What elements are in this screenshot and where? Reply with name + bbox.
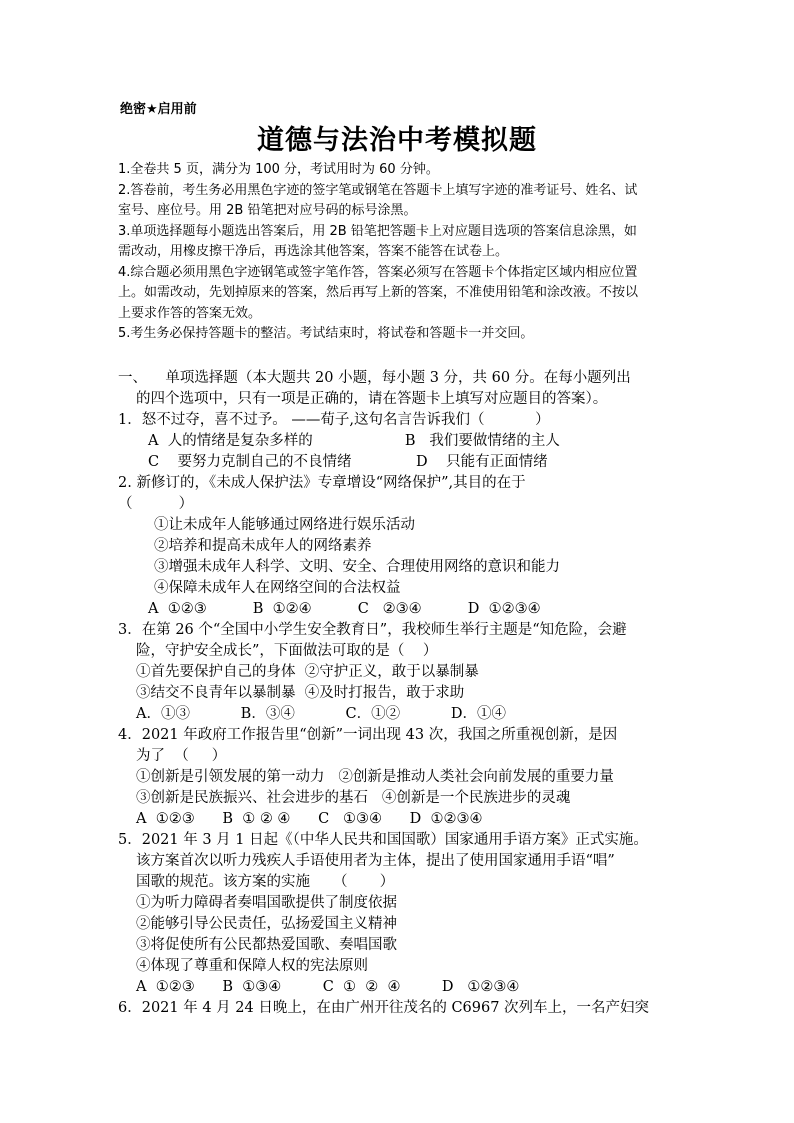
question-1-stem: 1．怒不过夺，喜不过予。 ——荀子,这句名言告诉我们（ ） <box>118 412 550 428</box>
question-5-statement: ①为听力障碍者奏唱国歌提供了制度依据 <box>136 895 397 911</box>
instruction-item: 5.考生务必保持答题卡的整洁。考试结束时，将试卷和答题卡一并交回。 <box>118 326 534 341</box>
question-4-stem-cont: 为了 （ ） <box>136 748 227 764</box>
question-2-stem: 2. 新修订的，《未成人保护法》专章增设“网络保护”,其目的在于 <box>118 475 526 491</box>
question-1-options: A 人的情绪是复杂多样的 B 我们要做情绪的主人 <box>148 433 560 449</box>
question-2-options: A ①②③ B ①②④ C ②③④ D ①②③④ <box>148 601 541 617</box>
question-2-statement: ①让未成年人能够通过网络进行娱乐活动 <box>154 517 415 533</box>
question-4-statement: ①创新是引领发展的第一动力 ②创新是推动人类社会向前发展的重要力量 <box>136 769 614 785</box>
question-4-options: A ①②③ B ① ② ④ C ①③④ D ①②③④ <box>136 811 483 827</box>
section-heading-cont: 的四个选项中，只有一项是正确的，请在答题卡上填写对应题目的答案）。 <box>136 391 608 407</box>
instruction-item: 1.全卷共 5 页，满分为 100 分，考试用时为 60 分钟。 <box>118 162 439 177</box>
question-5-statement: ④体现了尊重和保障人权的宪法原则 <box>136 958 368 974</box>
question-6-stem: 6．2021 年 4 月 24 日晚上，在由广州开往茂名的 C6967 次列车上，一名产妇突 <box>118 1000 650 1016</box>
question-5-stem-cont: 国歌的规范。该方案的实施 （ ） <box>136 874 395 890</box>
question-3-statement: ①首先要保护自己的身体 ②守护正义，敢于以暴制暴 <box>136 664 479 680</box>
exam-instructions <box>118 160 680 345</box>
question-section <box>118 368 680 1019</box>
question-5-stem: 5．2021 年 3 月 1 日起《（中华人民共和国国歌）国家通用手语方案》正式实施。 <box>118 832 648 848</box>
question-5-statement: ③将促使所有公民都热爱国歌、奏唱国歌 <box>136 937 397 953</box>
question-5-options: A ①②③ B ①③④ C ① ② ④ D ①②③④ <box>136 979 520 995</box>
question-3-statement: ③结交不良青年以暴制暴 ④及时打报告，敢于求助 <box>136 685 465 701</box>
question-3-options: A．①③ B．③④ C．①② D．①④ <box>136 706 506 722</box>
section-heading: 一、 单项选择题（本大题共 20 小题，每小题 3 分，共 60 分。在每小题列出 <box>118 370 631 386</box>
instruction-item: 3.单项选择题每小题选出答案后，用 2B 铅笔把答题卡上对应题目选项的答案信息涂黑，如 需改动，用橡皮擦干净后，再选涂其他答案，答案不能答在试卷上。 <box>118 223 637 259</box>
question-3-stem-cont: 险，守护安全成长”，下面做法可取的是（ ） <box>136 643 438 659</box>
question-5-stem-cont: 该方案首次以听力残疾人手语使用者为主体，提出了使用国家通用手语“唱” <box>136 853 615 869</box>
question-2-statement: ④保障未成年人在网络空间的合法权益 <box>154 580 401 596</box>
confidential-mark: 绝密★启用前 <box>120 102 197 117</box>
instruction-item: 4.综合题必须用黑色字迹钢笔或签字笔作答，答案必须写在答题卡个体指定区域内相应位置 上。如需改动，先划掉原来的答案，然后再写上新的答案，不准使用铅笔和涂改液。不按以 上要求作答的答案无效。 <box>118 264 639 321</box>
question-4-stem: 4．2021 年政府工作报告里“创新”一词出现 43 次，我国之所重视创新，是因 <box>118 727 618 743</box>
question-4-statement: ③创新是民族振兴、社会进步的基石 ④创新是一个民族进步的灵魂 <box>136 790 571 806</box>
question-2-statement: ②培养和提高未成年人的网络素养 <box>154 538 372 554</box>
question-1-options: C 要努力克制自己的不良情绪 D 只能有正面情绪 <box>148 454 548 470</box>
question-3-stem: 3．在第 26 个“全国中小学生安全教育日”，我校师生举行主题是“知危险，会避 <box>118 622 627 638</box>
question-2-statement: ③增强未成年人科学、文明、安全、合理使用网络的意识和能力 <box>154 559 560 575</box>
page-title: 道德与法治中考模拟题 <box>257 125 537 156</box>
question-2-stem-cont: （ ） <box>118 496 194 512</box>
instruction-item: 2.答卷前，考生务必用黑色字迹的签字笔或钢笔在答题卡上填写字迹的准考证号、姓名、试 室号、座位号。用 2B 铅笔把对应号码的标号涂黑。 <box>118 182 638 218</box>
question-5-statement: ②能够引导公民责任，弘扬爱国主义精神 <box>136 916 397 932</box>
